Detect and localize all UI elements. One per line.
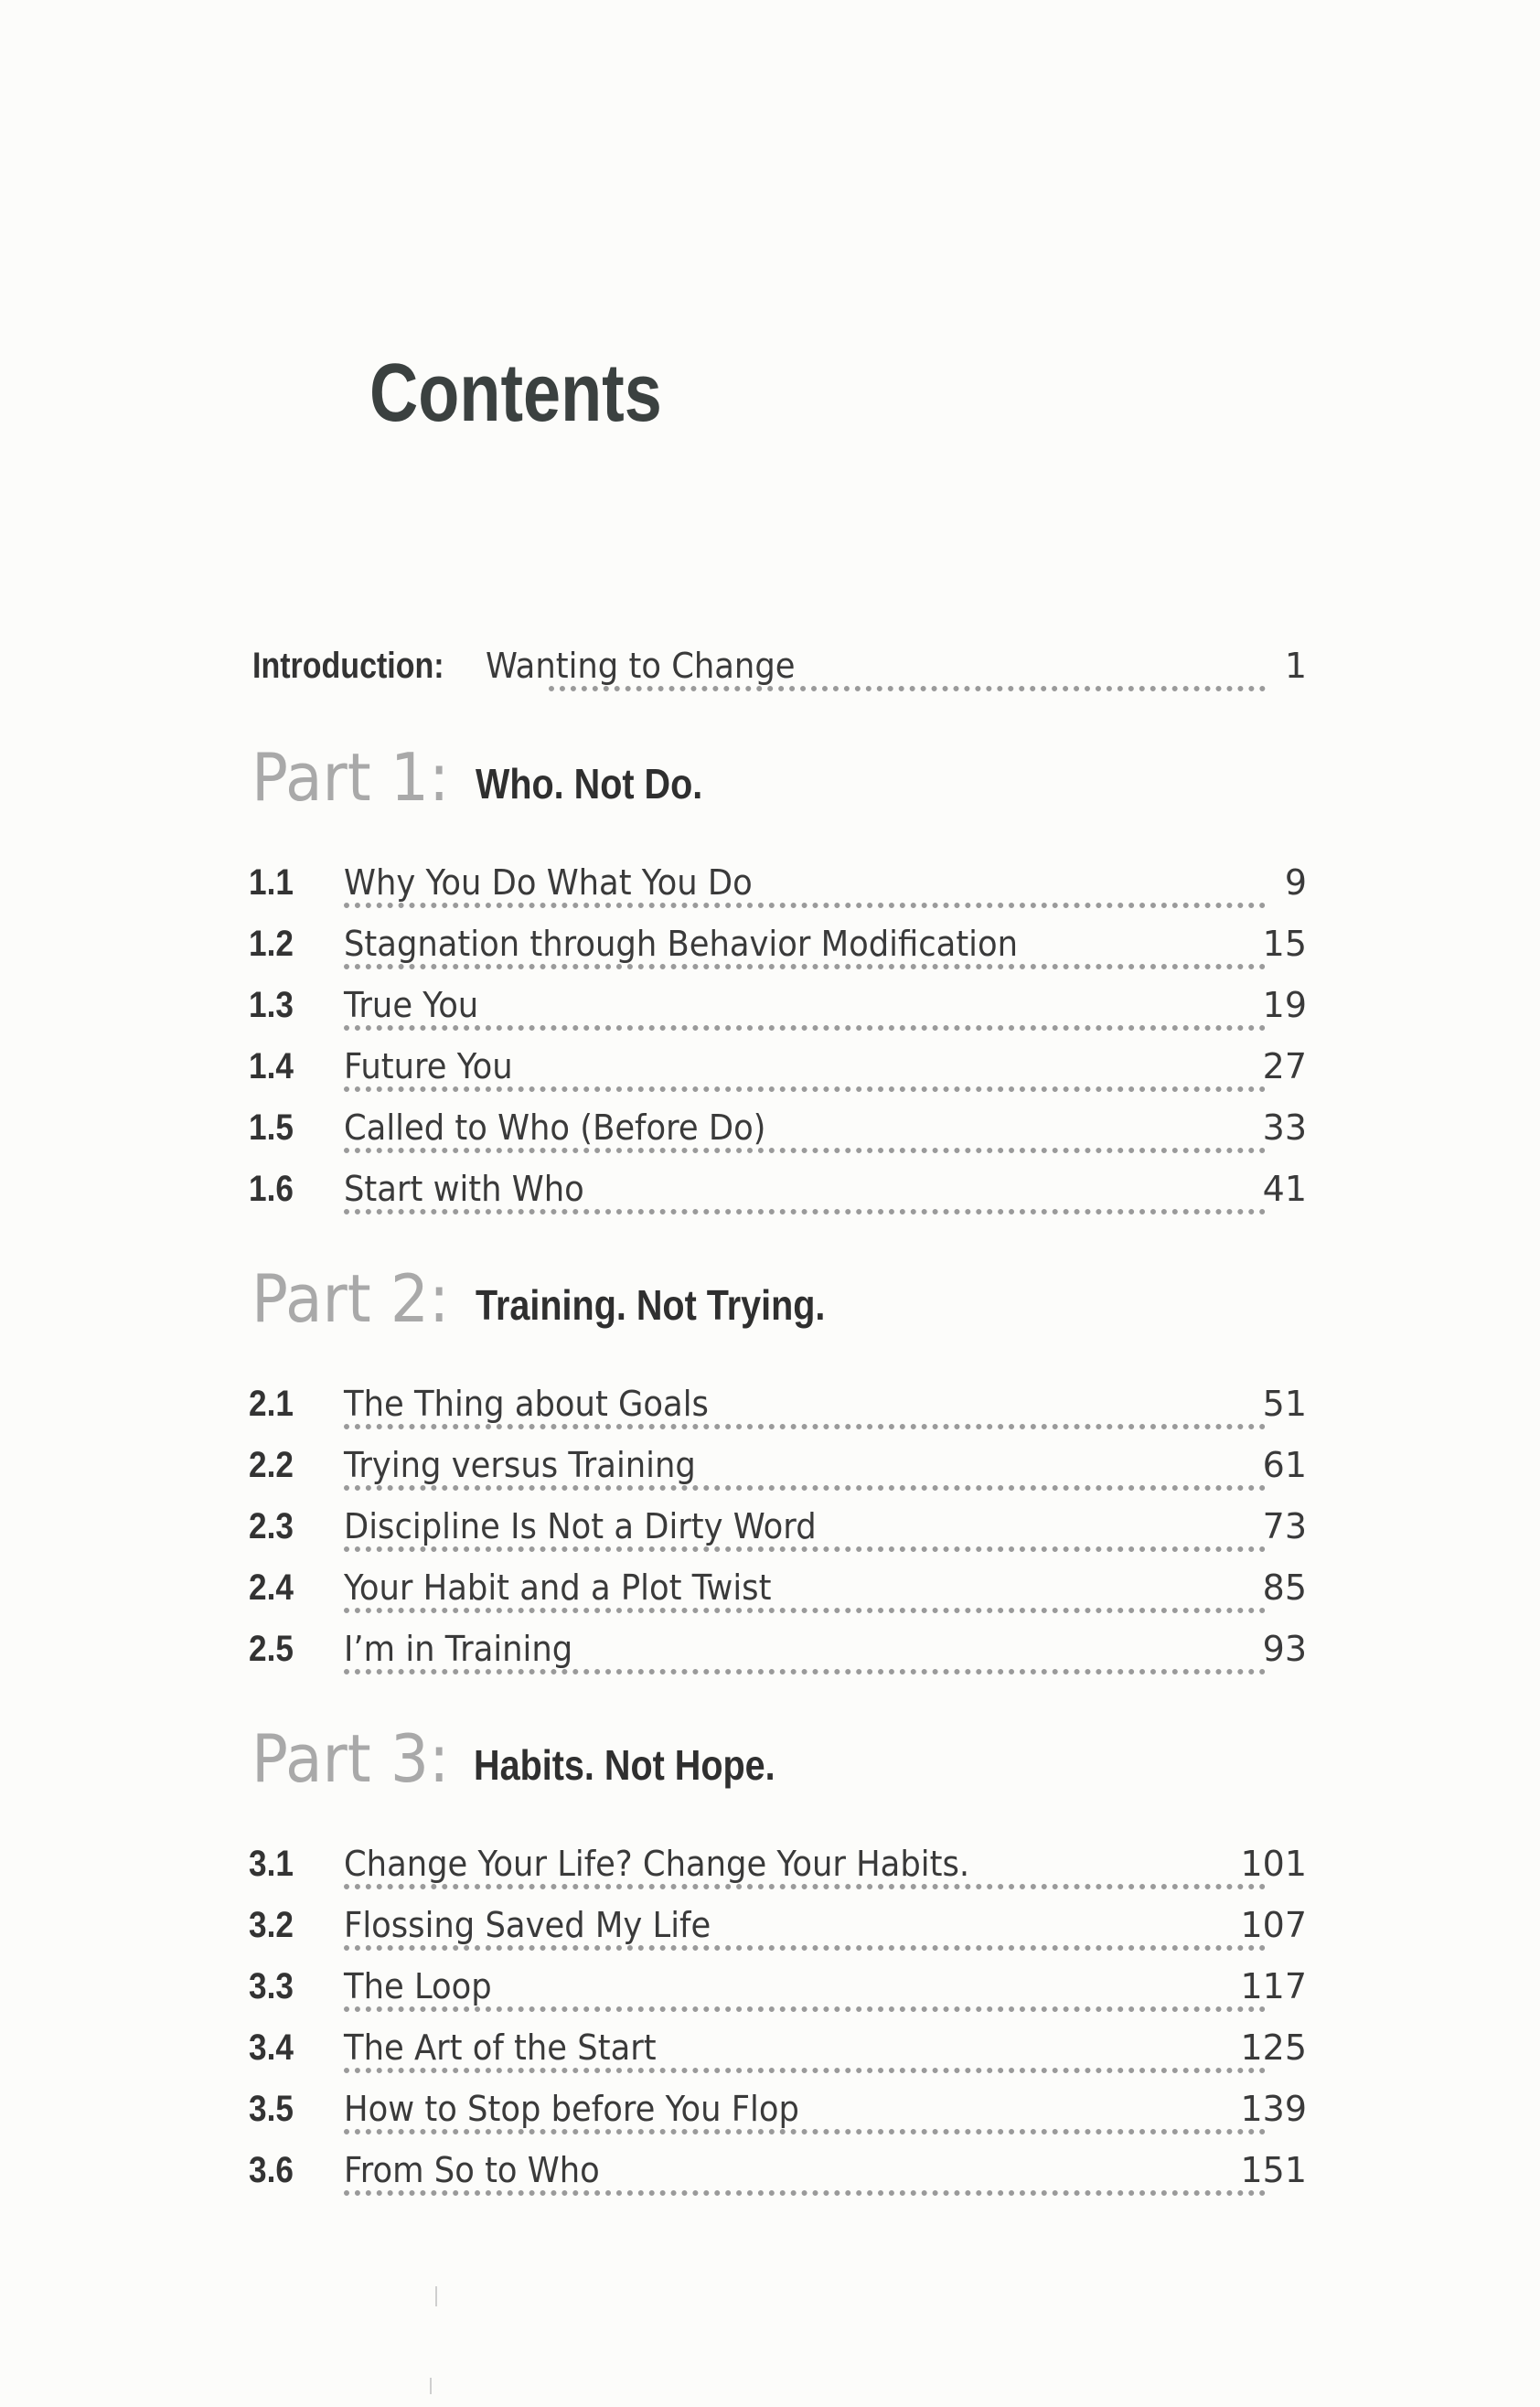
entry-page-number: 41 — [1259, 1169, 1307, 1209]
entry-page-number: 73 — [1259, 1506, 1307, 1546]
entry-page-number: 85 — [1259, 1567, 1307, 1608]
toc-entry — [0, 2022, 1540, 2077]
entry-page-number: 27 — [1259, 1046, 1307, 1086]
entry-page-number: 101 — [1236, 1844, 1307, 1884]
toc-entry — [0, 1961, 1540, 2016]
toc-entry — [0, 2145, 1540, 2199]
entry-page-number: 19 — [1259, 985, 1307, 1025]
part-subtitle: Training. Not Trying. — [476, 1281, 826, 1329]
toc-entry — [0, 1899, 1540, 1954]
entry-number: 2.3 — [249, 1506, 294, 1546]
toc-entry — [0, 1102, 1540, 1157]
scan-artifact — [435, 2286, 437, 2306]
entry-title: Start with Who — [344, 1169, 591, 1209]
toc-entry — [0, 2083, 1540, 2138]
entry-page-number: 1 — [1281, 646, 1307, 686]
entry-title: Why You Do What You Do — [344, 862, 759, 903]
entry-number: 2.5 — [249, 1629, 294, 1669]
entry-title: Your Habit and a Plot Twist — [344, 1567, 778, 1608]
entry-page-number: 107 — [1236, 1905, 1307, 1945]
toc-entry — [0, 918, 1540, 973]
entry-number: 3.1 — [249, 1844, 294, 1884]
entry-number: 3.2 — [249, 1905, 294, 1945]
entry-number: 1.2 — [249, 924, 294, 964]
part-heading — [251, 1260, 1257, 1343]
entry-title: The Loop — [344, 1966, 498, 2006]
part-label: Part 3: — [251, 1720, 450, 1797]
entry-title: True You — [344, 985, 486, 1025]
toc-entry — [0, 979, 1540, 1034]
entry-page-number: 9 — [1281, 862, 1307, 903]
entry-title: The Thing about Goals — [344, 1384, 715, 1424]
toc-entry — [0, 1562, 1540, 1617]
toc-entry — [0, 1838, 1540, 1893]
entry-page-number: 117 — [1236, 1966, 1307, 2006]
entry-number: 2.4 — [249, 1567, 294, 1608]
entry-page-number: 125 — [1236, 2027, 1307, 2068]
toc-entry — [0, 1041, 1540, 1096]
entry-title: Called to Who (Before Do) — [344, 1107, 773, 1148]
entry-title: Flossing Saved My Life — [344, 1905, 718, 1945]
part-heading — [251, 739, 1257, 821]
entry-number: 2.1 — [249, 1384, 294, 1424]
entry-title: Stagnation through Behavior Modification — [344, 924, 1024, 964]
part-subtitle: Habits. Not Hope. — [474, 1741, 775, 1789]
entry-number: 3.4 — [249, 2027, 294, 2068]
entry-number: 3.3 — [249, 1966, 294, 2006]
toc-entry — [0, 1378, 1540, 1433]
entry-page-number: 51 — [1259, 1384, 1307, 1424]
part-label: Part 2: — [251, 1260, 450, 1337]
part-subtitle: Who. Not Do. — [476, 760, 703, 808]
entry-title: Discipline Is Not a Dirty Word — [344, 1506, 823, 1546]
entry-title: Trying versus Training — [344, 1445, 702, 1485]
entry-title: Future You — [344, 1046, 519, 1086]
entry-page-number: 61 — [1259, 1445, 1307, 1485]
part-heading — [251, 1720, 1257, 1803]
entry-page-number: 33 — [1259, 1107, 1307, 1148]
entry-title: I’m in Training — [344, 1629, 580, 1669]
entry-title: Change Your Life? Change Your Habits. — [344, 1844, 977, 1884]
entry-number: 1.1 — [249, 862, 294, 903]
entry-number: 2.2 — [249, 1445, 294, 1485]
entry-label: Introduction: — [252, 646, 444, 686]
entry-number: 1.5 — [249, 1107, 294, 1148]
entry-number: 1.3 — [249, 985, 294, 1025]
toc-entry-introduction — [0, 640, 1540, 695]
part-label: Part 1: — [251, 739, 450, 816]
entry-title: The Art of the Start — [344, 2027, 663, 2068]
entry-number: 1.4 — [249, 1046, 294, 1086]
toc-entry — [0, 1501, 1540, 1556]
toc-entry — [0, 1623, 1540, 1678]
entry-number: 1.6 — [249, 1169, 294, 1209]
toc-entry — [0, 1163, 1540, 1218]
entry-page-number: 151 — [1236, 2150, 1307, 2190]
entry-page-number: 15 — [1259, 924, 1307, 964]
toc-entry — [0, 857, 1540, 912]
entry-page-number: 93 — [1259, 1629, 1307, 1669]
scan-artifact — [430, 2378, 432, 2394]
entry-title: From So to Who — [344, 2150, 606, 2190]
entry-title: How to Stop before You Flop — [344, 2089, 806, 2129]
entry-page-number: 139 — [1236, 2089, 1307, 2129]
toc-entry — [0, 1439, 1540, 1494]
entry-title: Wanting to Change — [486, 646, 802, 686]
entry-number: 3.6 — [249, 2150, 294, 2190]
page-title: Contents — [369, 348, 662, 439]
entry-number: 3.5 — [249, 2089, 294, 2129]
